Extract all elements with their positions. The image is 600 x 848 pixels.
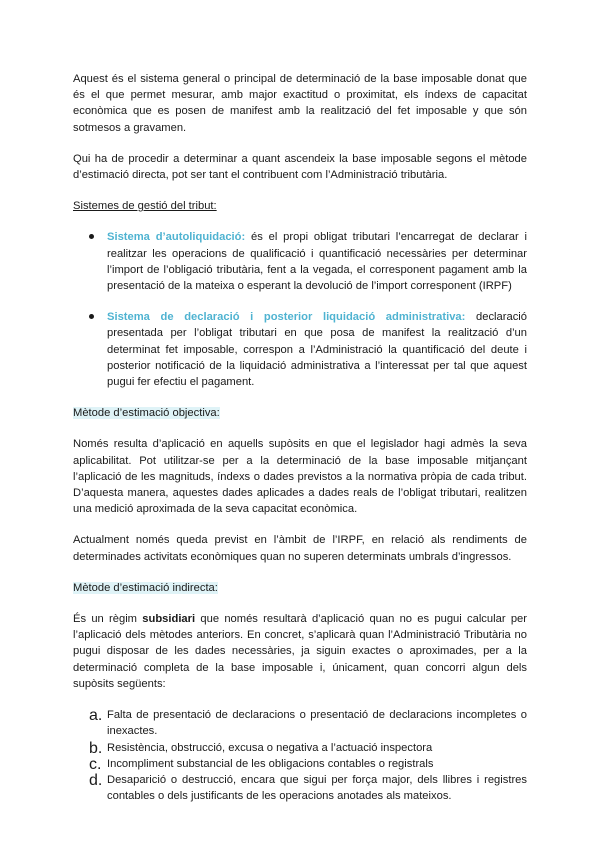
objectiva-paragraph-1: Només resulta d’aplicació en aquells supòsits en que el legislador hagi admès la seva aplicabilitat. Pot utilitzar-se per a la determinació de la base imposable mitjançant l’aplicació de les magnituds, índexs o dades previstos a la normativa pròpia de cada tribut. D’aquesta manera, aquestes dades aplicades a dades reals de l’obligat tributari, realitzen una medició aproximada de la seva capacitat econòmica. <box>73 438 527 516</box>
list-item <box>73 772 527 804</box>
gestio-term: Sistema de declaració i posterior liquidació administrativa: <box>107 311 466 324</box>
gestio-heading: Sistemes de gestió del tribut: <box>73 200 217 213</box>
list-item <box>73 707 527 739</box>
indirecta-paragraph <box>73 611 527 692</box>
list-marker: c. <box>89 755 102 773</box>
indirecta-text-after: que només resultarà d’aplicació quan no es pugui calcular per l’aplicació dels mètodes anteriors. En concret, s’aplicarà quan l’Administració Tributària no pugui disposar de les dades necessàries, ja siguin exactes o aproximades, per a la determinació completa de la base imposable i, únicament, quan concorri algun dels supòsits següents: <box>73 613 527 690</box>
gestio-text: declaració presentada per l’obligat tributari en que posa de manifest la realització d’un determinat fet imposable, correspon a l’Administració la quantificació del deute i posterior notificació de la liquidació administrativa a l’interessat per tal que aquest pugui fer efectiu el pagament. <box>107 311 527 389</box>
list-item-text: Desaparició o destrucció, encara que sigui per força major, dels llibres i registres contables o dels justificants de les operacions anotades als mateixos. <box>107 773 527 803</box>
list-marker: b. <box>89 739 103 757</box>
gestio-list <box>73 229 527 390</box>
intro-paragraph-2: Qui ha de procedir a determinar a quant ascendeix la base imposable segons el mètode d’estimació directa, pot ser tant el contribuent com l’Administració tributària. <box>73 152 527 182</box>
indirecta-heading: Mètode d’estimació indirecta: <box>73 581 218 594</box>
intro-paragraph-1: Aquest és el sistema general o principal de determinació de la base imposable donat que és el que permet mesurar, amb major exactitud o proximitat, els índexs de capacitat econòmica que es posen de manifest amb la realització del fet imposable y que són sotmesos a gravamen. <box>73 73 527 134</box>
supòsits-list <box>73 707 527 804</box>
indirecta-bold-term: subsidiari <box>142 613 196 626</box>
indirecta-text-before: És un règim <box>73 613 143 626</box>
list-marker: a. <box>89 707 103 725</box>
objectiva-heading: Mètode d’estimació objectiva: <box>73 407 220 420</box>
list-item <box>73 740 527 756</box>
bullet-icon <box>89 234 94 239</box>
bullet-icon <box>89 314 94 319</box>
list-item-text: Resistència, obstrucció, excusa o negativa a l’actuació inspectora <box>107 741 433 754</box>
list-item-text: Incompliment substancial de les obligacions contables o registrals <box>107 757 434 770</box>
objectiva-paragraph-2: Actualment només queda previst en l’àmbit de l’IRPF, en relació als rendiments de determinades activitats econòmiques quan no superen determinats umbrals d’ingressos. <box>73 534 527 563</box>
gestio-text: és el propi obligat tributari l’encarregat de declarar i realitzar les operacions de qualificació i quantificació necessàries per determinar l’import de l’obligació tributària, fent a la vegada, el corresponent pagament amb la presentació de la mateixa o esperant la devolució de l’import corresponent (IRPF) <box>107 231 527 293</box>
document-page <box>73 71 527 804</box>
list-marker: d. <box>89 771 103 789</box>
list-item <box>73 309 527 390</box>
gestio-term: Sistema d’autoliquidació: <box>107 231 246 244</box>
list-item <box>73 756 527 772</box>
list-item <box>73 229 527 294</box>
list-item-text: Falta de presentació de declaracions o presentació de declaracions incompletes o inexactes. <box>107 709 527 738</box>
